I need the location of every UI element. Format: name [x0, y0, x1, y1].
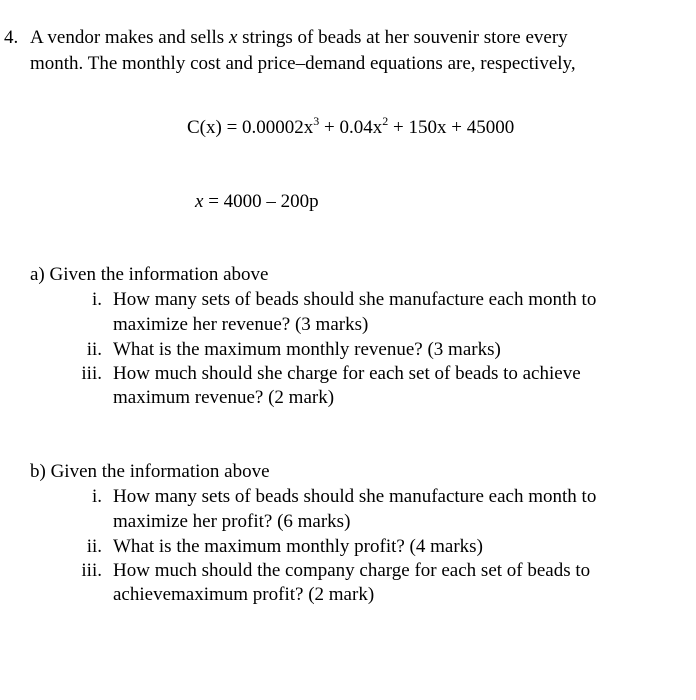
- part-b-item-1-numeral: i.: [91, 486, 102, 507]
- part-b-heading: [30, 460, 270, 484]
- part-a-item-1-line-1: How many sets of beads should she manufacture each month to: [113, 289, 597, 310]
- cost-eq-lhs: C(x) = 0.00002x: [187, 117, 314, 138]
- part-b-item-1-line-1: How many sets of beads should she manufacture each month to: [113, 486, 597, 507]
- cost-eq-mid: + 0.04x: [319, 117, 383, 138]
- part-a-heading: [30, 263, 268, 287]
- demand-eq-rest: = 4000 – 200p: [203, 191, 319, 212]
- part-b-item-3-numeral: iii.: [81, 560, 102, 581]
- intro-line-1-pre: A vendor makes and sells: [30, 27, 229, 48]
- part-a-item-2-numeral: ii.: [86, 339, 102, 360]
- part-a-label: a): [30, 264, 45, 285]
- intro-variable: x: [228, 27, 238, 48]
- demand-eq-variable: x: [195, 191, 204, 212]
- cost-equation: [187, 113, 515, 140]
- cost-eq-rest: + 150x + 45000: [388, 117, 515, 138]
- intro-line-1: [30, 26, 568, 50]
- part-b-item-2-line-1: What is the maximum monthly profit? (4 marks): [113, 536, 483, 557]
- demand-equation: [195, 190, 319, 214]
- question-number: 4.: [4, 27, 19, 48]
- intro-line-2: month. The monthly cost and price–demand equations are, respectively,: [30, 53, 576, 74]
- part-b-item-3-line-1: How much should the company charge for each set of beads to: [113, 560, 591, 581]
- cost-eq-exponent-2: 2: [382, 113, 389, 128]
- intro-line-1-post: strings of beads at her souvenir store every: [237, 27, 568, 48]
- part-a-item-3-numeral: iii.: [81, 363, 102, 384]
- part-a-heading-text: Given the information above: [49, 264, 269, 285]
- part-a-item-1-line-2: maximize her revenue? (3 marks): [113, 314, 369, 335]
- part-b-heading-text: Given the information above: [50, 461, 270, 482]
- part-a-item-3-line-2: maximum revenue? (2 mark): [113, 387, 335, 408]
- cost-eq-exponent-1: 3: [313, 113, 320, 128]
- part-b-label: b): [30, 461, 46, 482]
- part-a-item-3-line-1: How much should she charge for each set of beads to achieve: [113, 363, 581, 384]
- part-b-item-1-line-2: maximize her profit? (6 marks): [113, 511, 351, 532]
- part-a-item-1-numeral: i.: [91, 289, 102, 310]
- part-b-item-3-line-2: achievemaximum profit? (2 mark): [113, 584, 375, 605]
- part-a-item-2-line-1: What is the maximum monthly revenue? (3 marks): [113, 339, 501, 360]
- part-b-item-2-numeral: ii.: [86, 536, 102, 557]
